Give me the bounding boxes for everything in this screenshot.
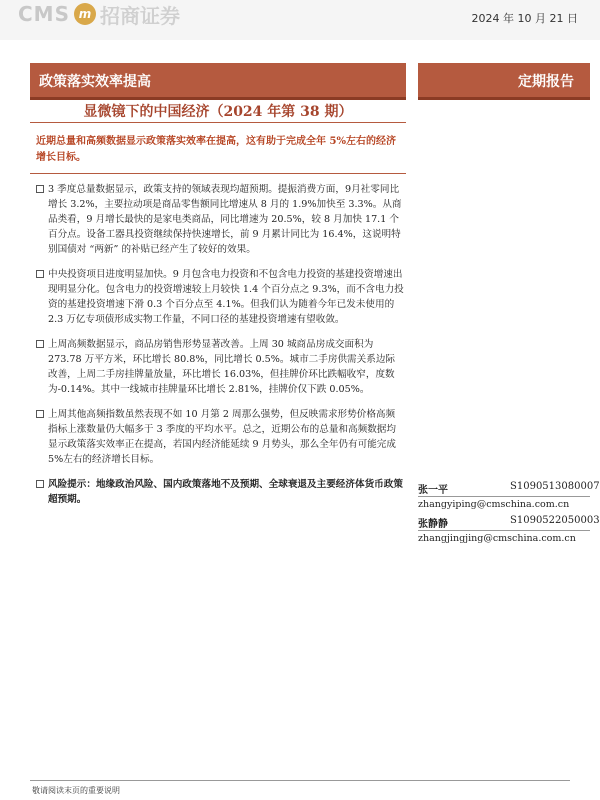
bullet-text: 风险提示：地缘政治风险、国内政策落地不及预期、全球衰退及主要经济体货币政策超预期。 bbox=[48, 479, 403, 505]
checkbox-bullet-icon bbox=[36, 340, 44, 348]
report-date: 2024 年 10 月 21 日 bbox=[471, 12, 578, 25]
analyst-name: 张一平 bbox=[418, 485, 448, 496]
bullet-list bbox=[36, 182, 404, 517]
bullet-text: 上周其他高频指数虽然表现不如 10 月第 2 周那么强势，但反映需求形势价格高频指标上涨数量仍大幅多于 3 季度的平均水平。总之，近期公布的总量和高频数据均显示政策落实效率正在提高，若国内经济能延续 9 月势头，那么全年仍有可能完成 5%左右的经济增长目标。 bbox=[48, 409, 396, 465]
company-logo bbox=[18, 0, 180, 28]
page-header bbox=[0, 0, 600, 40]
checkbox-bullet-icon bbox=[36, 410, 44, 418]
footer-note: 敬请阅读末页的重要说明 bbox=[32, 786, 120, 795]
bullet-item bbox=[36, 182, 404, 257]
analyst-divider bbox=[418, 530, 590, 531]
checkbox-bullet-icon bbox=[36, 185, 44, 193]
title-divider bbox=[30, 122, 406, 123]
analyst-email[interactable]: zhangyiping@cmschina.com.cn bbox=[418, 499, 570, 510]
bullet-item bbox=[36, 407, 404, 467]
logo-latin-text: CMS bbox=[18, 2, 70, 26]
bullet-item bbox=[36, 267, 404, 327]
summary-divider bbox=[30, 173, 406, 174]
analyst-license-id: S1090513080007 bbox=[510, 481, 600, 492]
footer-divider bbox=[30, 780, 570, 781]
bullet-text: 3 季度总量数据显示，政策支持的领域表现均超预期。提振消费方面，9月社零同比增长 3.2%，主要拉动项是商品零售额同比增速从 8 月的 1.9%加快至 3.3%。从商品类看，9 月增长最快的是家电类商品，同比增速为 20.5%，较 8 月加快 17.1 个百分点。设备工器具投资继续保持快速增长，前 9 月累计同比为 16.4%，这说明特别国债对 “两新” 的补贴已经产生了较好的效果。 bbox=[48, 184, 402, 255]
lead-summary: 近期总量和高频数据显示政策落实效率在提高，这有助于完成全年 5%左右的经济增长目标。 bbox=[36, 136, 396, 163]
main-title: 显微镜下的中国经济（2024 年第 38 期） bbox=[83, 104, 353, 120]
bullet-item bbox=[36, 337, 404, 397]
bullet-text: 上周高频数据显示，商品房销售形势显著改善。上周 30 城商品房成交面积为 273.78 万平方米，环比增长 80.8%，同比增长 0.5%。城市二手房供需关系边际改善，上周二手房挂牌量放量，环比增长 16.03%，但挂牌价环比跌幅收窄，度数为-0.14%。其中一线城市挂牌量环比增长 2.81%，挂牌价仅下跌 0.05%。 bbox=[48, 339, 396, 395]
analyst-row bbox=[418, 515, 600, 530]
checkbox-bullet-icon bbox=[36, 270, 44, 278]
section-title: 政策落实效率提高 bbox=[39, 74, 151, 90]
analyst-divider bbox=[418, 496, 590, 497]
report-type-bar bbox=[418, 63, 590, 100]
analyst-row bbox=[418, 481, 600, 496]
analyst-email[interactable]: zhangjingjing@cmschina.com.cn bbox=[418, 533, 576, 544]
bullet-text: 中央投资项目进度明显加快。9 月包含电力投资和不包含电力投资的基建投资增速出现明显分化。包含电力的投资增速较上月较快 1.4 个百分点之 9.3%，而不含电力投资的基建投资增速下滑 0.3 个百分点至 4.1%。但我们认为随着今年已发未使用的 2.3 万亿专项债形成实物工作量，不同口径的基建投资增速有望收敛。 bbox=[48, 269, 404, 325]
analyst-name: 张静静 bbox=[418, 519, 448, 530]
logo-mark-icon: m bbox=[74, 3, 96, 25]
section-title-bar bbox=[30, 63, 406, 100]
logo-chinese-text: 招商证券 bbox=[99, 3, 180, 28]
analyst-license-id: S1090522050003 bbox=[510, 515, 600, 526]
bullet-item-risk bbox=[36, 477, 404, 507]
checkbox-bullet-icon bbox=[36, 480, 44, 488]
report-type-label: 定期报告 bbox=[518, 74, 574, 90]
